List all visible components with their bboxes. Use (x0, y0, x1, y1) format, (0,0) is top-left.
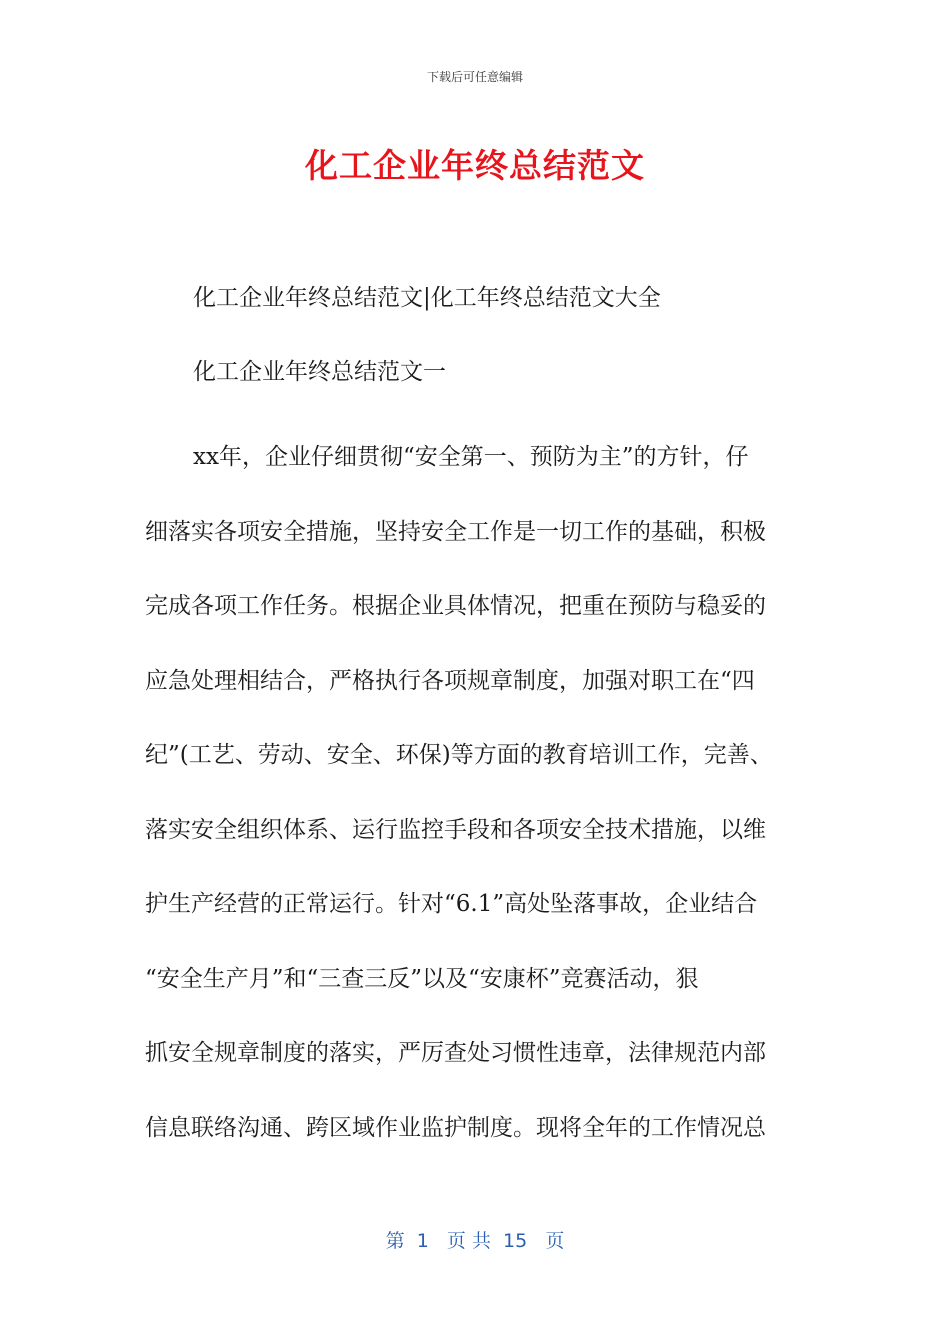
body-line: 细落实各项安全措施，坚持安全工作是一切工作的基础，积极 (145, 518, 766, 545)
body-line: 应急处理相结合，严格执行各项规章制度，加强对职工在“四 (145, 667, 755, 694)
body-line: 抓安全规章制度的落实，严厉查处习惯性违章，法律规范内部 (145, 1040, 766, 1066)
page-indicator: 第 1 页 共 15 页 (385, 1230, 565, 1252)
body-line: 落实安全组织体系、运行监控手段和各项安全技术措施，以维 (145, 816, 766, 843)
header-note: 下载后可任意编辑 (426, 70, 523, 84)
body-line: 完成各项工作任务。根据企业具体情况，把重在预防与稳妥的 (145, 593, 766, 619)
body-line: 纪”(工艺、劳动、安全、环保)等方面的教育培训工作，完善、 (145, 742, 773, 768)
body-line: “安全生产月”和“三查三反”以及“安康杯”竞赛活动，狠 (145, 965, 699, 992)
body-line: 护生产经营的正常运行。针对“6.1”高处坠落事故，企业结合 (145, 891, 758, 917)
body-line: 信息联络沟通、跨区域作业监护制度。现将全年的工作情况总 (145, 1114, 766, 1141)
body-paragraph (145, 420, 810, 1165)
body-line: xx年，企业仔细贯彻“安全第一、预防为主”的方针，仔 (193, 444, 749, 470)
section-heading: 化工企业年终总结范文一 (193, 359, 446, 385)
subtitle-line: 化工企业年终总结范文|化工年终总结范文大全 (193, 285, 661, 311)
document-title: 化工企业年终总结范文 (305, 146, 645, 185)
